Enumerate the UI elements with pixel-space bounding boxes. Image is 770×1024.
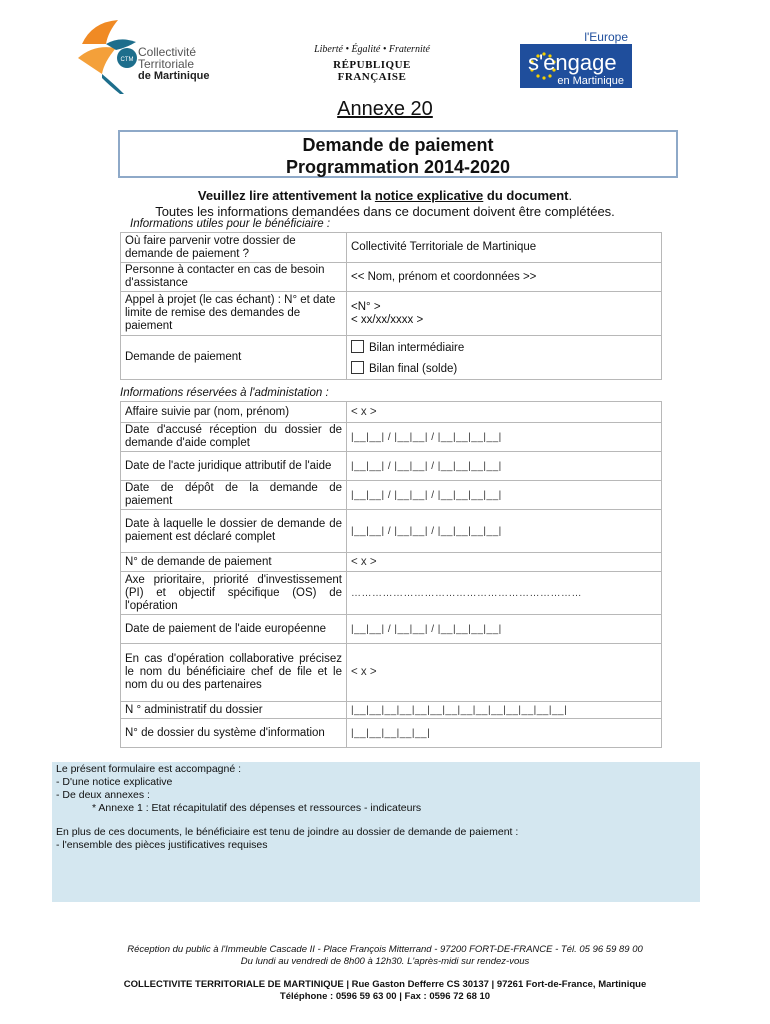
reception-footer	[0, 944, 770, 968]
appel-date: < xx/xx/xxxx >	[351, 313, 424, 326]
bilan-final-label: Bilan final (solde)	[369, 362, 458, 375]
row-label: Demande de paiement	[121, 336, 347, 380]
row-value: |__|__|__|__|__|__|__|__|__|__|__|__|__|__|	[347, 702, 662, 719]
europe-top: l'Europe	[584, 30, 628, 44]
row-label: Date d'accusé réception du dossier de demande d'aide complet	[121, 423, 347, 452]
republique-motto: Liberté • Égalité • Fraternité	[314, 44, 430, 55]
row-label: Date de l'acte juridique attributif de l'aide	[121, 452, 347, 481]
republique-logo	[302, 44, 442, 83]
table-row	[121, 615, 662, 644]
europe-logo	[520, 30, 632, 88]
footer-line4: Téléphone : 0596 59 63 00 | Fax : 0596 72 68 10	[279, 991, 491, 1002]
row-value	[347, 292, 662, 336]
table-row	[121, 481, 662, 510]
table-row	[121, 423, 662, 452]
beneficiaire-table	[120, 232, 662, 380]
table-row	[121, 572, 662, 615]
row-label: N° de demande de paiement	[121, 553, 347, 572]
info-line4: * Annexe 1 : Etat récapitulatif des dépenses et ressources - indicateurs	[92, 802, 422, 814]
intro-line1	[0, 188, 770, 203]
bilan-final-checkbox[interactable]	[351, 361, 364, 374]
bilan-final-option[interactable]	[351, 361, 657, 376]
row-label: N ° administratif du dossier	[121, 702, 347, 719]
europe-main: s'engage	[528, 50, 617, 75]
bilan-intermediaire-label: Bilan intermédiaire	[369, 341, 465, 354]
bilan-intermediaire-checkbox[interactable]	[351, 340, 364, 353]
bilan-intermediaire-option[interactable]	[351, 340, 657, 355]
title-line1: Demande de paiement	[302, 135, 494, 155]
info-line2: - D'une notice explicative	[56, 776, 173, 788]
row-value	[347, 336, 662, 380]
row-value: |__|__| / |__|__| / |__|__|__|__|	[347, 423, 662, 452]
table-row	[121, 233, 662, 263]
notice-link[interactable]: notice explicative	[374, 188, 484, 203]
table-row	[121, 292, 662, 336]
table-row	[121, 553, 662, 572]
intro-period: .	[568, 188, 573, 203]
ctm-line2: Territoriale	[138, 57, 195, 71]
info-line1: Le présent formulaire est accompagné :	[56, 763, 242, 775]
row-value: Collectivité Territoriale de Martinique	[347, 233, 662, 263]
row-value: |__|__|__|__|__|	[347, 719, 662, 748]
row-label: Date à laquelle le dossier de demande de paiement est déclaré complet	[121, 510, 347, 553]
intro-part1: Veuillez lire attentivement la	[197, 188, 375, 203]
info-line6: - l'ensemble des pièces justificatives requises	[56, 839, 268, 851]
table-row	[121, 336, 662, 380]
row-value: < x >	[347, 402, 662, 423]
row-label: En cas d'opération collaborative précisez le nom du bénéficiaire chef de file et le nom du ou des partenaires	[121, 644, 347, 702]
title-line2: Programmation 2014-2020	[285, 157, 511, 177]
ctm-badge: CTM	[120, 57, 134, 63]
table-row	[121, 263, 662, 292]
info-line5: En plus de ces documents, le bénéficiaire est tenu de joindre au dossier de demande de paiement :	[56, 826, 519, 838]
table-row	[121, 702, 662, 719]
row-label: N° de dossier du système d'information	[121, 719, 347, 748]
row-label: Axe prioritaire, priorité d'investissement (PI) et objectif spécifique (OS) de l'opération	[121, 572, 347, 615]
appel-numero: <N° >	[351, 300, 381, 313]
row-value: |__|__| / |__|__| / |__|__|__|__|	[347, 615, 662, 644]
row-label: Où faire parvenir votre dossier de demande de paiement ?	[121, 233, 347, 263]
row-value: |__|__| / |__|__| / |__|__|__|__|	[347, 452, 662, 481]
footer-line3: COLLECTIVITE TERRITORIALE DE MARTINIQUE | Rue Gaston Defferre CS 30137 | 97261 Fort-de-France, Martinique	[123, 979, 647, 990]
row-label: Appel à projet (le cas échant) : N° et date limite de remise des demandes de paiement	[121, 292, 347, 336]
ctm-line1: Collectivité	[138, 45, 197, 59]
row-label: Date de dépôt de la demande de paiement	[121, 481, 347, 510]
table-row	[121, 452, 662, 481]
republique-name: RÉPUBLIQUE FRANÇAISE	[333, 59, 411, 83]
footer-line1: Réception du public à l'Immeuble Cascade II - Place François Mitterrand - 97200 FORT-DE-FRANCE - Tél. 05 96 59 89 00	[127, 944, 643, 955]
address-footer	[0, 979, 770, 1003]
row-value: …………………………………………………………	[347, 572, 662, 615]
annexe-title: Annexe 20	[337, 98, 433, 120]
row-label: Date de paiement de l'aide européenne	[121, 615, 347, 644]
hummingbird-icon	[72, 14, 142, 98]
row-value: |__|__| / |__|__| / |__|__|__|__|	[347, 481, 662, 510]
table-row	[121, 510, 662, 553]
table-row	[121, 644, 662, 702]
ctm-line3: de Martinique	[138, 70, 210, 82]
row-value: << Nom, prénom et coordonnées >>	[347, 263, 662, 292]
administration-label: Informations réservées à l'administation :	[120, 387, 329, 399]
table-row	[121, 719, 662, 748]
intro-line2: Toutes les informations demandées dans ce document doivent être complétées.	[155, 204, 615, 219]
beneficiaire-label: Informations utiles pour le bénéficiaire :	[130, 218, 331, 230]
europe-bottom: en Martinique	[557, 75, 624, 87]
ctm-name	[138, 46, 210, 82]
administration-table	[120, 401, 662, 748]
footer-line2: Du lundi au vendredi de 8h00 à 12h30. L'après-midi sur rendez-vous	[240, 956, 530, 967]
europe-flag-icon	[520, 30, 632, 88]
table-row	[121, 402, 662, 423]
row-label: Personne à contacter en cas de besoin d'assistance	[121, 263, 347, 292]
form-title	[118, 130, 678, 178]
intro-part2: du document	[483, 188, 569, 203]
row-label: Affaire suivie par (nom, prénom)	[121, 402, 347, 423]
attachments-info-box	[52, 762, 700, 902]
info-line3: - De deux annexes :	[56, 789, 150, 801]
row-value: < x >	[347, 553, 662, 572]
row-value: < x >	[347, 644, 662, 702]
row-value: |__|__| / |__|__| / |__|__|__|__|	[347, 510, 662, 553]
